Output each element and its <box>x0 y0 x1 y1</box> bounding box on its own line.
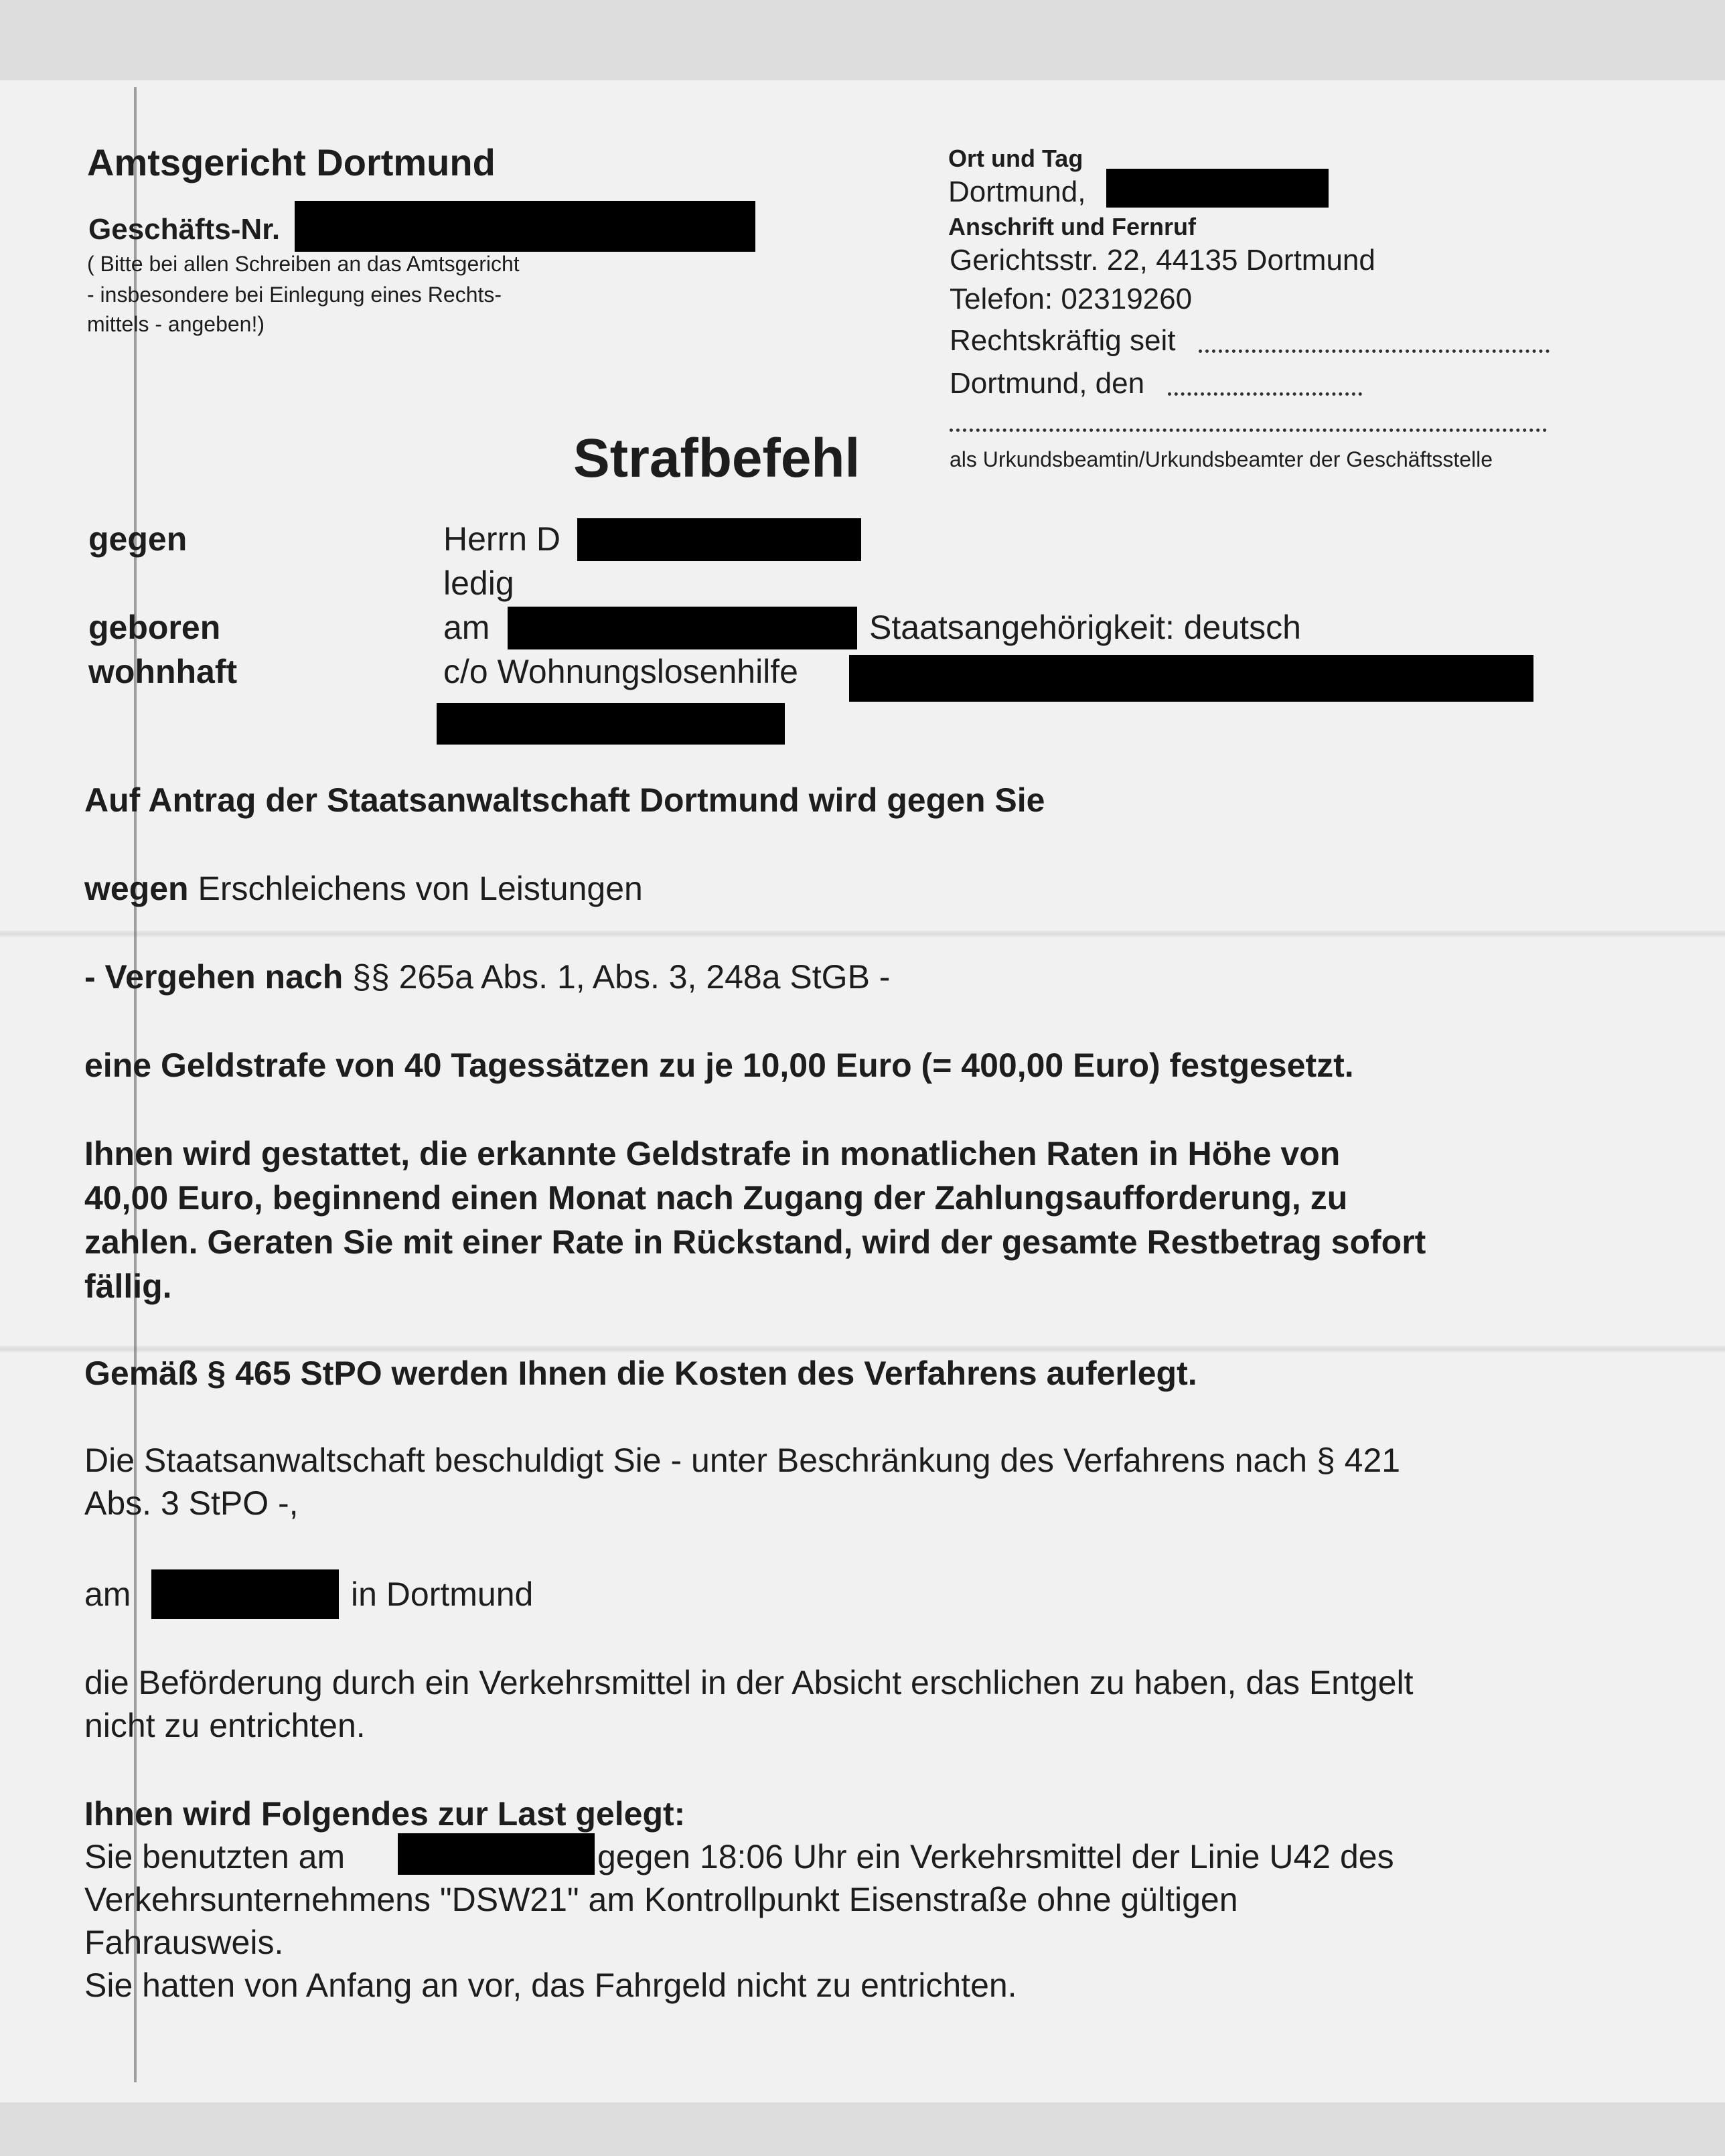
fine-amount: eine Geldstrafe von 40 Tagessätzen zu je 10,00 Euro (= 400,00 Euro) festgesetzt. <box>84 1047 1354 1084</box>
redacted-address <box>849 655 1533 702</box>
offense-date-prefix: am <box>84 1575 131 1613</box>
place-date-value: Dortmund, <box>948 175 1086 208</box>
offense-prefix: wegen <box>84 870 189 907</box>
residence-value: c/o Wohnungslosenhilfe <box>443 653 798 690</box>
redacted-birthdate <box>508 607 857 649</box>
court-address: Gerichtsstr. 22, 44135 Dortmund <box>950 244 1375 277</box>
case-note: ( Bitte bei allen Schreiben an das Amtsgericht <box>87 252 520 276</box>
case-note: - insbesondere bei Einlegung eines Rechts- <box>87 283 502 307</box>
dortmund-den-label: Dortmund, den <box>950 367 1145 400</box>
place-date-label: Ort und Tag <box>948 145 1083 172</box>
document-title: Strafbefehl <box>573 428 860 489</box>
installment-text: fällig. <box>84 1267 172 1305</box>
accusation-detail: nicht zu entrichten. <box>84 1707 366 1744</box>
residence-label: wohnhaft <box>88 653 238 690</box>
accusation-detail: die Beförderung durch ein Verkehrsmittel in der Absicht erschlichen zu haben, das Entgelt <box>84 1664 1414 1701</box>
paper-fold <box>0 931 1725 937</box>
dortmund-den-line <box>1168 392 1362 396</box>
offense-line <box>84 869 643 908</box>
costs-text: Gemäß § 465 StPO werden Ihnen die Kosten des Verfahrens auferlegt. <box>84 1355 1197 1392</box>
redacted-usage-date <box>398 1833 595 1875</box>
redacted-offense-date <box>151 1569 339 1619</box>
accusation-text: Abs. 3 StPO -, <box>84 1484 299 1522</box>
defendant-name: Herrn D <box>443 520 561 558</box>
born-label: geboren <box>88 609 221 646</box>
charges-heading: Ihnen wird Folgendes zur Last gelegt: <box>84 1795 686 1833</box>
clerk-label: als Urkundsbeamtin/Urkundsbeamter der Geschäftsstelle <box>950 447 1493 471</box>
offense-location: in Dortmund <box>351 1575 534 1613</box>
order-intro: Auf Antrag der Staatsanwaltschaft Dortmund wird gegen Sie <box>84 781 1045 819</box>
installment-text: Ihnen wird gestattet, die erkannte Geldstrafe in monatlichen Raten in Höhe von <box>84 1135 1341 1172</box>
redacted-address-line2 <box>437 703 785 745</box>
redacted-name <box>577 518 861 561</box>
redacted-case-number <box>295 201 755 252</box>
signature-line <box>950 429 1547 432</box>
installment-text: zahlen. Geraten Sie mit einer Rate in Rückstand, wird der gesamte Restbetrag sofort <box>84 1223 1426 1261</box>
statute-ref: §§ 265a Abs. 1, Abs. 3, 248a StGB - <box>352 958 891 996</box>
marital-status: ledig <box>443 564 514 602</box>
legal-since-line <box>1199 350 1550 353</box>
charges-text: Sie hatten von Anfang an vor, das Fahrgeld nicht zu entrichten. <box>84 1967 1017 2004</box>
nationality: Staatsangehörigkeit: deutsch <box>869 609 1301 646</box>
statute-prefix: - Vergehen nach <box>84 958 344 996</box>
installment-text: 40,00 Euro, beginnend einen Monat nach Zugang der Zahlungsaufforderung, zu <box>84 1179 1348 1217</box>
punch-margin-line <box>134 87 137 2082</box>
charges-text: gegen 18:06 Uhr ein Verkehrsmittel der Linie U42 des <box>597 1838 1394 1875</box>
case-note: mittels - angeben!) <box>87 312 265 336</box>
gegen-label: gegen <box>88 520 188 558</box>
legal-since-label: Rechtskräftig seit <box>950 324 1176 357</box>
court-phone: Telefon: 02319260 <box>950 283 1193 315</box>
paper-fold <box>0 1346 1725 1353</box>
statute-line <box>84 957 890 996</box>
case-number-label: Geschäfts-Nr. <box>88 213 281 246</box>
born-prefix: am <box>443 609 490 646</box>
court-name: Amtsgericht Dortmund <box>87 141 496 183</box>
accusation-text: Die Staatsanwaltschaft beschuldigt Sie - unter Beschränkung des Verfahrens nach § 421 <box>84 1442 1401 1479</box>
redacted-date <box>1106 169 1329 208</box>
offense-name: Erschleichens von Leistungen <box>198 870 643 907</box>
address-label: Anschrift und Fernruf <box>948 213 1196 240</box>
charges-text: Fahrausweis. <box>84 1924 284 1961</box>
charges-text: Verkehrsunternehmens "DSW21" am Kontrollpunkt Eisenstraße ohne gültigen <box>84 1881 1238 1918</box>
charges-text: Sie benutzten am <box>84 1838 346 1875</box>
